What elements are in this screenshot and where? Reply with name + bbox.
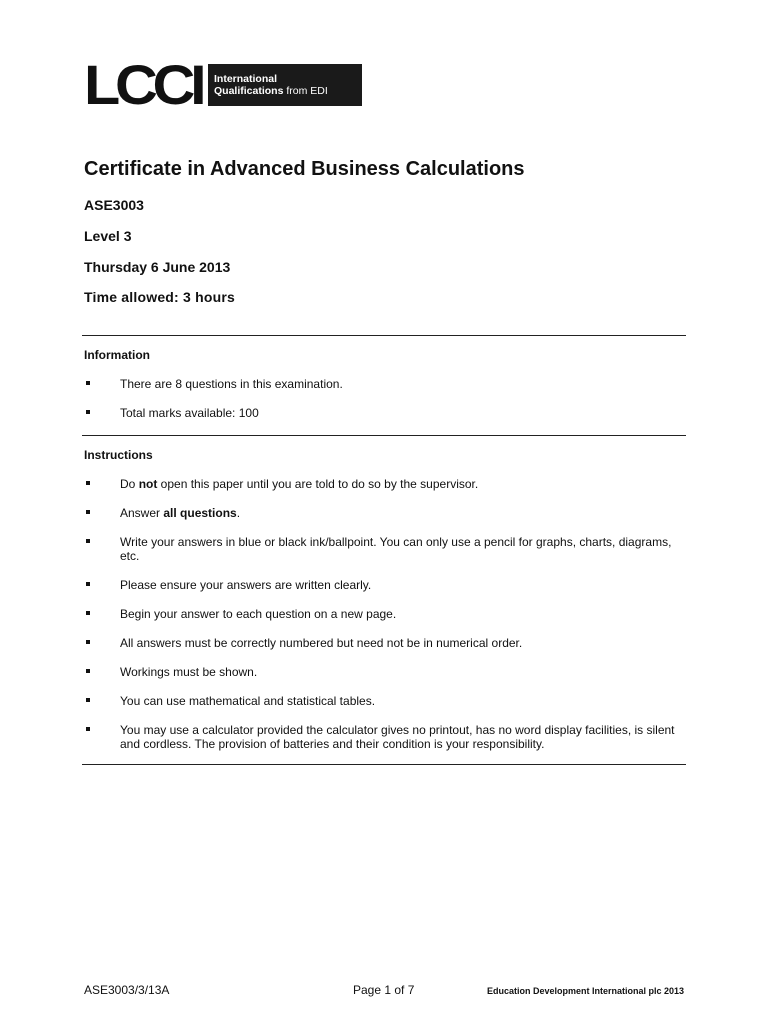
bullet-icon <box>86 410 90 414</box>
bullet-icon <box>86 727 90 731</box>
text-run: Do <box>120 477 139 491</box>
instructions-heading: Instructions <box>84 448 153 462</box>
information-heading: Information <box>84 348 150 362</box>
list-item-text: You may use a calculator provided the calculator gives no printout, has no word display facilities, is silent and cordless. The provision of batteries and their condition is your responsibility. <box>120 723 675 751</box>
list-item <box>84 406 684 420</box>
text-run: . <box>236 506 241 520</box>
divider <box>82 764 686 765</box>
list-item-text: Begin your answer to each question on a new page. <box>120 607 397 621</box>
emphasis-text: not <box>138 477 158 491</box>
list-item <box>84 723 684 751</box>
logo-line-1: International <box>214 73 278 85</box>
exam-level: Level 3 <box>84 228 132 244</box>
divider <box>82 435 686 436</box>
bullet-icon <box>86 539 90 543</box>
list-item <box>84 377 684 391</box>
bullet-icon <box>86 669 90 673</box>
bullet-icon <box>86 510 90 514</box>
bullet-icon <box>86 611 90 615</box>
bullet-icon <box>86 381 90 385</box>
text-run: open this paper until you are told to do so by the supervisor. <box>157 477 479 491</box>
paper-reference: ASE3003/3/13A <box>84 983 170 997</box>
list-item-text: There are 8 questions in this examination. <box>120 377 343 391</box>
list-item-text: You can use mathematical and statistical tables. <box>120 694 376 708</box>
logo-line-2 <box>214 85 362 97</box>
text-run: Answer <box>120 506 164 520</box>
bullet-icon <box>86 698 90 702</box>
copyright-notice: Education Development International plc 2013 <box>486 986 684 996</box>
list-item-text <box>120 506 240 520</box>
logo-line-2-bold: Qualifications <box>214 85 284 97</box>
list-item <box>84 477 684 491</box>
bullet-icon <box>86 481 90 485</box>
time-allowed: Time allowed: 3 hours <box>84 289 235 305</box>
information-list <box>84 377 684 435</box>
emphasis-text: all questions <box>163 506 237 520</box>
instructions-list <box>84 477 684 766</box>
bullet-icon <box>86 582 90 586</box>
exam-code: ASE3003 <box>84 197 144 213</box>
list-item <box>84 665 684 679</box>
list-item-text: Write your answers in blue or black ink/ballpoint. You can only use a pencil for graphs, charts, diagrams, etc. <box>120 535 672 563</box>
logo-line-2-rest: from EDI <box>283 85 328 97</box>
list-item-text: Total marks available: 100 <box>120 406 259 420</box>
list-item-text: Workings must be shown. <box>120 665 258 679</box>
page-title: Certificate in Advanced Business Calculations <box>84 158 525 180</box>
list-item <box>84 535 684 563</box>
logo-mark: LCCI <box>84 53 202 116</box>
logo-tagline <box>208 64 362 106</box>
bullet-icon <box>86 640 90 644</box>
list-item <box>84 506 684 520</box>
list-item-text: Please ensure your answers are written clearly. <box>120 578 372 592</box>
list-item <box>84 636 684 650</box>
list-item <box>84 607 684 621</box>
page-number: Page 1 of 7 <box>353 983 415 997</box>
list-item-text: All answers must be correctly numbered but need not be in numerical order. <box>120 636 523 650</box>
list-item-text <box>120 477 478 491</box>
divider <box>82 335 686 336</box>
lcci-logo <box>84 53 362 116</box>
list-item <box>84 578 684 592</box>
exam-date: Thursday 6 June 2013 <box>84 259 231 275</box>
list-item <box>84 694 684 708</box>
